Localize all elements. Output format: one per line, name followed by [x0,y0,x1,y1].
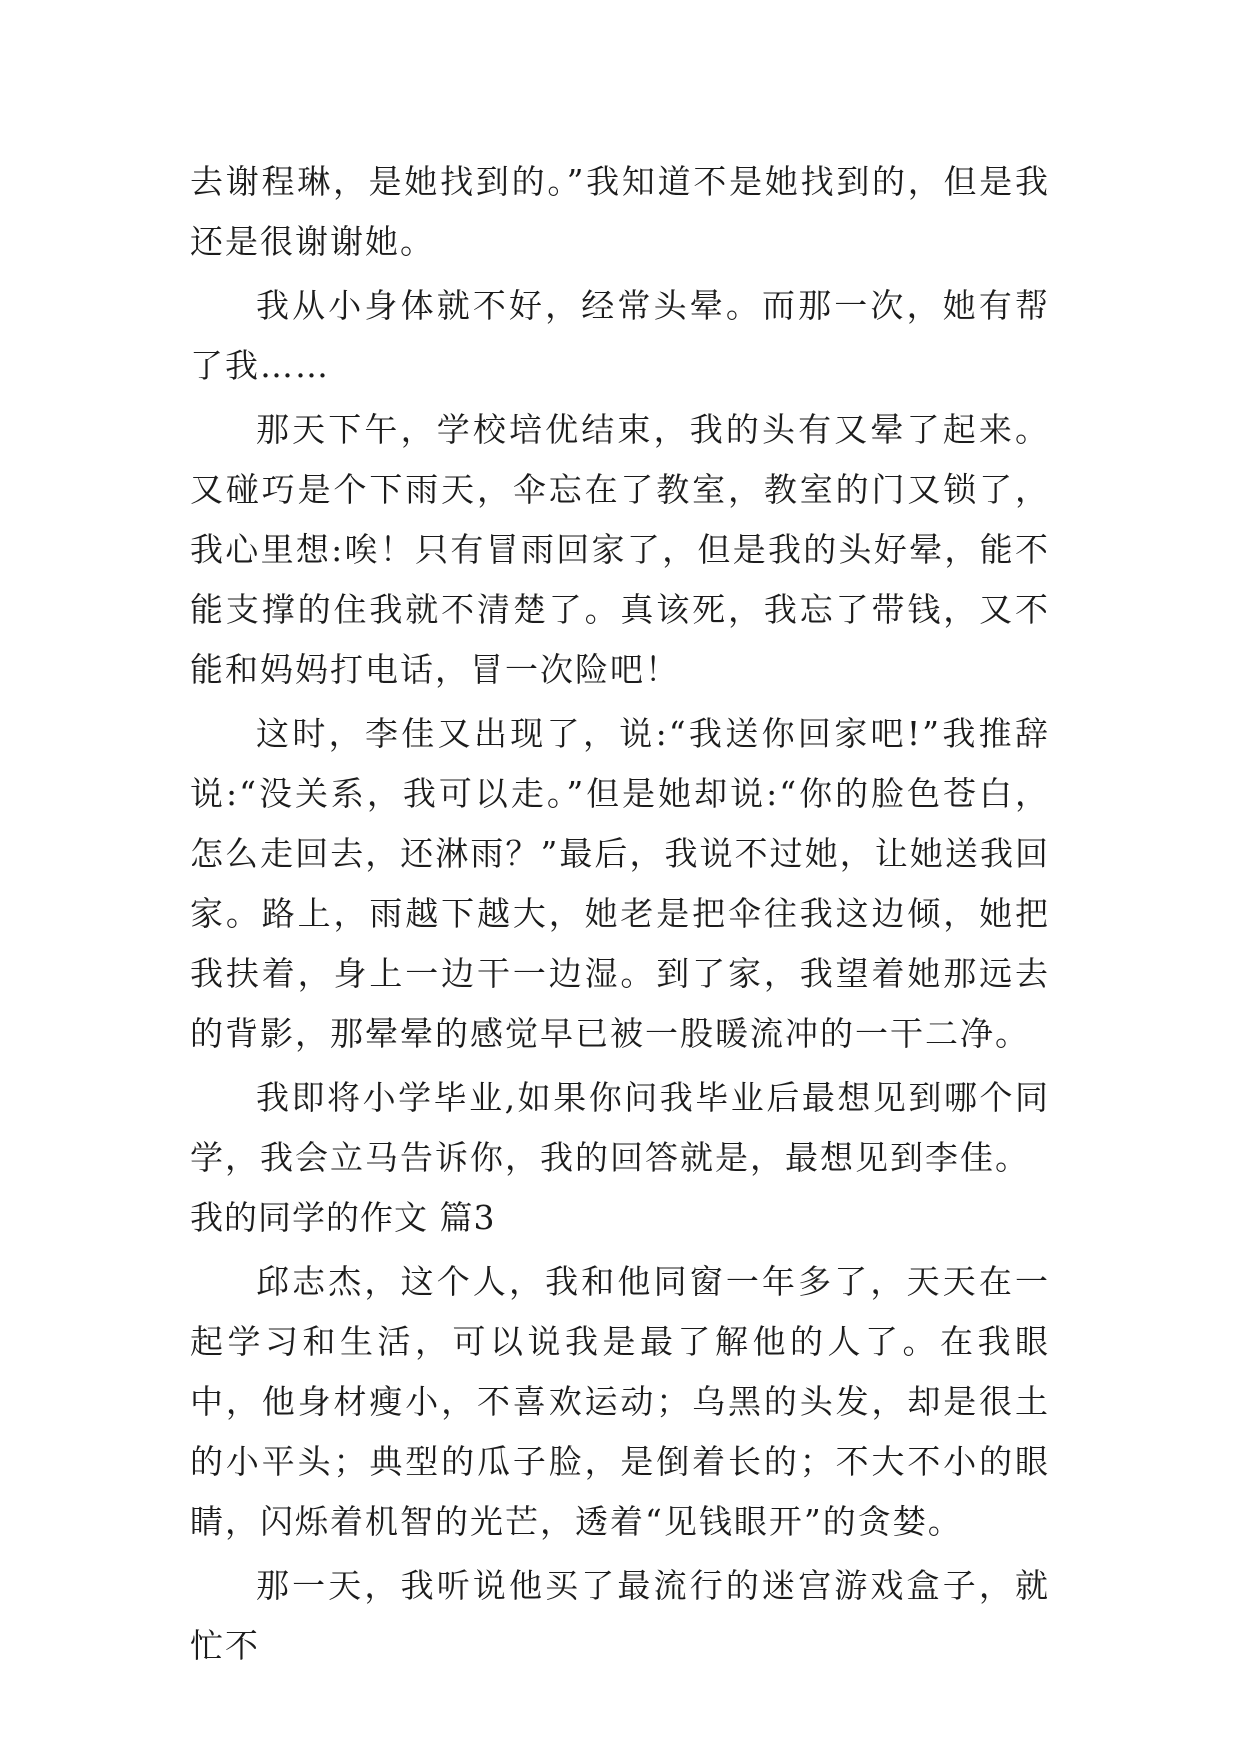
paragraph-continuation: 去谢程琳，是她找到的。”我知道不是她找到的，但是我还是很谢谢她。 [190,162,1050,261]
paragraph-qiu-zhijie: 邱志杰，这个人，我和他同窗一年多了，天天在一起学习和生活，可以说我是最了解他的人了。在我眼中，他身材瘦小，不喜欢运动；乌黑的头发，却是很土的小平头；典型的瓜子脸，是倒着长的；不大不小的眼睛，闪烁着机智的光芒，透着“见钱眼开”的贪婪。 [190,1262,1050,1541]
document-body [190,152,1050,1676]
paragraph-maze-game: 那一天，我听说他买了最流行的迷宫游戏盒子，就忙不 [190,1566,1050,1665]
paragraph-dizziness: 我从小身体就不好，经常头晕。而那一次，她有帮了我…… [190,286,1050,385]
paragraph-rainy-afternoon: 那天下午，学校培优结束，我的头有又晕了起来。又碰巧是个下雨天，伞忘在了教室，教室的门又锁了，我心里想:唉！只有冒雨回家了，但是我的头好晕，能不能支撑的住我就不清楚了。真该死，我忘了带钱，又不能和妈妈打电话，冒一次险吧！ [190,410,1050,689]
section-heading: 我的同学的作文 篇3 [190,1198,496,1237]
paragraph-graduation: 我即将小学毕业,如果你问我毕业后最想见到哪个同学，我会立马告诉你，我的回答就是，最想见到李佳。 [190,1078,1050,1177]
paragraph-li-jia-helps: 这时，李佳又出现了，说:“我送你回家吧!”我推辞说:“没关系，我可以走。”但是她却说:“你的脸色苍白，怎么走回去，还淋雨？”最后，我说不过她，让她送我回家。路上，雨越下越大，她老是把伞往我这边倾，她把我扶着，身上一边干一边湿。到了家，我望着她那远去的背影，那晕晕的感觉早已被一股暖流冲的一干二净。 [190,714,1050,1053]
